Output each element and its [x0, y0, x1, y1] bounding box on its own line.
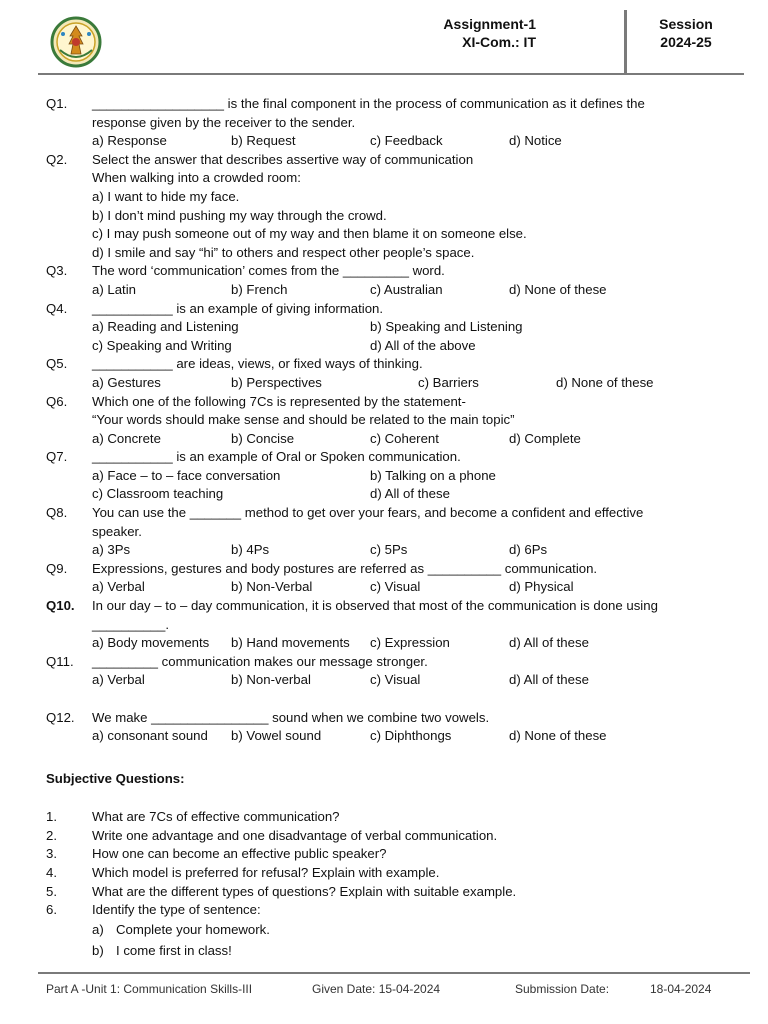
- question-number: Q4.: [46, 300, 68, 316]
- subjective-subitem: [46, 920, 736, 941]
- subjective-list: [46, 808, 736, 961]
- question-text: “Your words should make sense and should be related to the main topic”: [92, 412, 515, 428]
- subjective-item: [46, 864, 736, 883]
- question-text: When walking into a crowded room:: [92, 170, 301, 186]
- options-row: [46, 374, 736, 393]
- answer-option: a) Latin: [92, 281, 136, 297]
- subjective-subitem: [46, 941, 736, 962]
- footer-submission-label: Submission Date:: [515, 982, 610, 996]
- answer-option: c) Australian: [370, 281, 443, 297]
- text-line: [46, 616, 736, 635]
- question-text: b) I don’t mind pushing my way through the crowd.: [92, 207, 387, 223]
- question-text: The word ‘communication’ comes from the _________ word.: [92, 263, 445, 279]
- question-number: Q3.: [46, 263, 68, 279]
- mcq-question: [46, 262, 736, 299]
- item-number: 1.: [46, 809, 57, 824]
- answer-option: b) Request: [231, 133, 296, 149]
- text-line: [46, 300, 736, 319]
- answer-option: d) None of these: [509, 281, 607, 297]
- mcq-question: [46, 95, 736, 151]
- text-line: [46, 523, 736, 542]
- subjective-item: [46, 845, 736, 864]
- question-number: Q5.: [46, 356, 68, 372]
- text-line: [46, 504, 736, 523]
- answer-option: b) Concise: [231, 430, 295, 446]
- question-text: _________ communication makes our message stronger.: [92, 653, 428, 669]
- answer-option: a) Reading and Listening: [92, 319, 239, 335]
- answer-option: d) None of these: [509, 728, 607, 744]
- text-line: [46, 207, 736, 226]
- item-number: 6.: [46, 902, 57, 918]
- mcq-question: [46, 355, 736, 392]
- item-text: What are the different types of questions? Explain with suitable example.: [92, 883, 517, 899]
- text-line: [46, 114, 736, 133]
- mcq-question: [46, 393, 736, 449]
- answer-option: c) Expression: [370, 635, 450, 651]
- answer-option: c) Classroom teaching: [92, 486, 224, 502]
- text-line: [46, 262, 736, 281]
- session-value: 2024-25: [660, 34, 712, 50]
- answer-option: b) Talking on a phone: [370, 467, 496, 483]
- text-line: [46, 95, 736, 114]
- text-line: [46, 411, 736, 430]
- text-line: [46, 393, 736, 412]
- school-logo-icon: [50, 12, 102, 72]
- subjective-item: [46, 808, 736, 827]
- text-line: [46, 653, 736, 672]
- item-text: What are 7Cs of effective communication?: [92, 809, 340, 824]
- mcq-question: [46, 504, 736, 560]
- subitem-text: I come first in class!: [116, 942, 232, 958]
- subjective-title: Subjective Questions:: [46, 771, 185, 786]
- item-number: 2.: [46, 827, 57, 843]
- item-text: Which model is preferred for refusal? Explain with example.: [92, 865, 440, 881]
- text-line: [46, 169, 736, 188]
- question-number: Q7.: [46, 449, 68, 465]
- item-text: How one can become an effective public speaker?: [92, 846, 387, 862]
- options-row: [46, 634, 736, 653]
- answer-option: d) Complete: [509, 430, 581, 446]
- answer-option: b) Speaking and Listening: [370, 319, 523, 335]
- subjective-item: [46, 883, 736, 902]
- mcq-question: [46, 448, 736, 504]
- question-text: ___________ are ideas, views, or fixed ways of thinking.: [92, 356, 423, 372]
- options-row: [46, 541, 736, 560]
- header-rule: [38, 73, 744, 75]
- answer-option: c) Visual: [370, 579, 421, 595]
- text-line: [46, 244, 736, 263]
- answer-option: a) Verbal: [92, 579, 145, 595]
- header-divider: [624, 10, 627, 74]
- item-number: 5.: [46, 883, 57, 899]
- subjective-item: [46, 901, 736, 920]
- question-text: response given by the receiver to the sender.: [92, 114, 356, 130]
- question-number: Q10.: [46, 598, 75, 614]
- options-row: [46, 671, 736, 690]
- answer-option: c) Coherent: [370, 430, 439, 446]
- answer-option: a) Verbal: [92, 672, 145, 688]
- answer-option: a) 3Ps: [92, 542, 131, 558]
- answer-option: b) French: [231, 281, 288, 297]
- options-row: [46, 281, 736, 300]
- footer-submission-date: 18-04-2024: [650, 982, 712, 996]
- mcq-question: [46, 560, 736, 597]
- question-text: c) I may push someone out of my way and then blame it on someone else.: [92, 226, 527, 242]
- options-row: [46, 132, 736, 151]
- mcq-question: [46, 709, 736, 746]
- subitem-letter: a): [92, 922, 104, 938]
- answer-option: a) Face – to – face conversation: [92, 467, 281, 483]
- options-row: [46, 337, 736, 356]
- answer-option: a) consonant sound: [92, 728, 208, 744]
- answer-option: c) Barriers: [418, 374, 479, 390]
- options-row: [46, 318, 736, 337]
- text-line: [46, 355, 736, 374]
- options-row: [46, 467, 736, 486]
- question-text: We make ________________ sound when we combine two vowels.: [92, 709, 490, 725]
- session-label: Session: [659, 16, 713, 32]
- answer-option: b) Non-verbal: [231, 672, 311, 688]
- item-text: Write one advantage and one disadvantage of verbal communication.: [92, 827, 498, 843]
- question-number: Q12.: [46, 709, 75, 725]
- question-number: Q8.: [46, 505, 68, 521]
- text-line: [46, 709, 736, 728]
- text-line: [46, 560, 736, 579]
- question-text: __________________ is the final component in the process of communication as it defines the: [92, 96, 645, 111]
- text-line: [46, 151, 736, 170]
- options-row: [46, 727, 736, 746]
- mcq-section: [46, 95, 736, 746]
- question-text: Select the answer that describes assertive way of communication: [92, 151, 474, 167]
- subitem-letter: b): [92, 942, 104, 958]
- text-line: [46, 225, 736, 244]
- options-row: [46, 485, 736, 504]
- footer-rule: [38, 972, 750, 974]
- session-block: [640, 15, 732, 51]
- question-number: Q11.: [46, 653, 74, 669]
- footer-unit: Part A -Unit 1: Communication Skills-III: [46, 982, 253, 996]
- question-text: speaker.: [92, 523, 142, 539]
- text-line: [46, 597, 736, 616]
- text-line: [46, 448, 736, 467]
- item-text: Identify the type of sentence:: [92, 902, 261, 918]
- subitem-text: Complete your homework.: [116, 922, 270, 938]
- assignment-title: Assignment-1: [443, 16, 536, 32]
- answer-option: b) Hand movements: [231, 635, 350, 651]
- question-text: Expressions, gestures and body postures are referred as __________ communication.: [92, 560, 598, 576]
- mcq-question: [46, 151, 736, 263]
- answer-option: c) 5Ps: [370, 542, 408, 558]
- question-text: You can use the _______ method to get over your fears, and become a confident and effective: [92, 505, 644, 521]
- item-number: 4.: [46, 865, 57, 881]
- answer-option: a) Response: [92, 133, 167, 149]
- text-line: [46, 188, 736, 207]
- answer-option: d) All of the above: [370, 337, 476, 353]
- question-number: Q6.: [46, 393, 68, 409]
- answer-option: c) Speaking and Writing: [92, 337, 232, 353]
- question-text: ___________ is an example of Oral or Spoken communication.: [92, 449, 461, 465]
- footer-given-date: Given Date: 15-04-2024: [312, 982, 441, 996]
- question-text: Which one of the following 7Cs is represented by the statement-: [92, 393, 466, 409]
- answer-option: c) Diphthongs: [370, 728, 452, 744]
- mcq-question: [46, 597, 736, 653]
- answer-option: b) Vowel sound: [231, 728, 322, 744]
- item-number: 3.: [46, 846, 57, 862]
- answer-option: d) All of these: [509, 635, 589, 651]
- subjective-item: [46, 827, 736, 846]
- class-name: XI-Com.: IT: [462, 34, 536, 50]
- answer-option: a) Concrete: [92, 430, 161, 446]
- question-number: Q2.: [46, 151, 68, 167]
- answer-option: d) All of these: [509, 672, 589, 688]
- mcq-question: [46, 653, 736, 690]
- answer-option: d) Notice: [509, 133, 562, 149]
- answer-option: d) None of these: [556, 374, 654, 390]
- answer-option: d) Physical: [509, 579, 574, 595]
- answer-option: a) Gestures: [92, 374, 161, 390]
- answer-option: c) Visual: [370, 672, 421, 688]
- question-text: __________.: [92, 616, 170, 632]
- mcq-question: [46, 300, 736, 356]
- options-row: [46, 430, 736, 449]
- question-text: a) I want to hide my face.: [92, 188, 240, 204]
- question-text: In our day – to – day communication, it is observed that most of the communication is done using: [92, 598, 658, 614]
- answer-option: b) Non-Verbal: [231, 579, 313, 595]
- answer-option: b) 4Ps: [231, 542, 270, 558]
- answer-option: a) Body movements: [92, 635, 210, 651]
- question-number: Q1.: [46, 96, 68, 111]
- question-text: ___________ is an example of giving information.: [92, 300, 384, 316]
- question-number: Q9.: [46, 560, 68, 576]
- answer-option: d) 6Ps: [509, 542, 548, 558]
- answer-option: d) All of these: [370, 486, 450, 502]
- question-text: d) I smile and say “hi” to others and respect other people’s space.: [92, 244, 475, 260]
- options-row: [46, 578, 736, 597]
- assignment-header: [420, 15, 536, 51]
- answer-option: b) Perspectives: [231, 374, 322, 390]
- answer-option: c) Feedback: [370, 133, 443, 149]
